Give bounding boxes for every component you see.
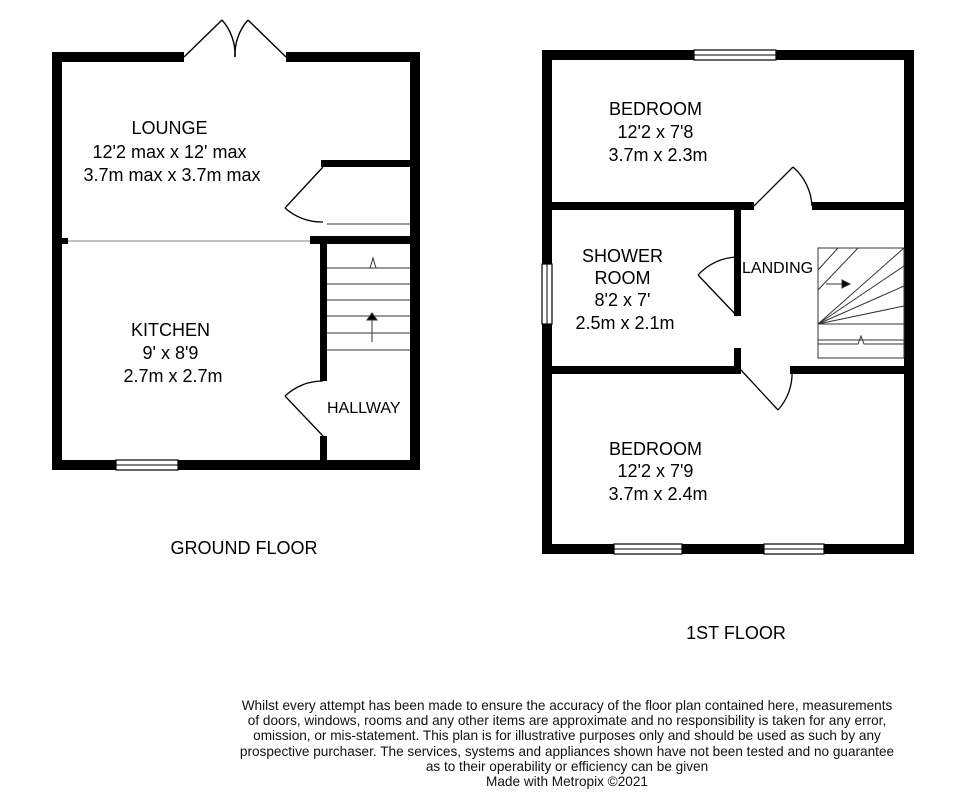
disclaimer-text: [214, 698, 920, 789]
bedroom-bottom-door-icon: [741, 370, 792, 410]
bedroom-bottom-window-right-icon: [764, 544, 824, 554]
french-doors-icon: [184, 20, 286, 57]
shower-room-label: SHOWER ROOM 8'2 x 7' 2.5m x 2.1m: [575, 246, 675, 333]
first-floor-title: 1ST FLOOR: [686, 623, 786, 643]
bedroom-bottom-label: BEDROOM 12'2 x 7'9 3.7m x 2.4m: [608, 439, 708, 504]
disclaimer-line: prospective purchaser. The services, systems and appliances shown have not been tested and no guarantee: [239, 743, 895, 759]
first-floor-plan: [542, 50, 914, 643]
disclaimer-line: of doors, windows, rooms and any other items are approximate and no responsibility is taken for any error,: [247, 713, 887, 729]
disclaimer-line: omission, or mis-statement. This plan is for illustrative purposes only and should be used as such by any: [253, 728, 881, 744]
bedroom-top-window-icon: [694, 50, 776, 60]
disclaimer-line: Made with Metropix ©2021: [486, 774, 648, 790]
disclaimer-line: as to their operability or efficiency can be given: [425, 758, 709, 774]
shower-window-icon: [542, 264, 552, 324]
hallway-door-icon: [285, 381, 323, 436]
ground-floor-plan: [52, 20, 420, 558]
disclaimer-line: Whilst every attempt has been made to ensure the accuracy of the floor plan contained here, measurements: [241, 698, 893, 713]
kitchen-window-icon: [116, 460, 178, 470]
bedroom-top-label: BEDROOM 12'2 x 7'8 3.7m x 2.3m: [608, 99, 708, 165]
landing-label: LANDING: [742, 260, 814, 277]
cupboard-door-icon: [285, 167, 323, 222]
kitchen-label: KITCHEN 9' x 8'9 2.7m x 2.7m: [123, 320, 223, 386]
bedroom-top-door-icon: [754, 167, 812, 206]
first-floor-stairs-icon: [818, 248, 904, 358]
ground-floor-title: GROUND FLOOR: [170, 538, 318, 558]
shower-door-icon: [698, 257, 737, 316]
hallway-label: HALLWAY: [327, 400, 401, 417]
ground-stairs-icon: [327, 258, 410, 350]
bedroom-bottom-window-left-icon: [614, 544, 682, 554]
lounge-label: LOUNGE 12'2 max x 12' max 3.7m max x 3.7m max: [83, 118, 261, 185]
